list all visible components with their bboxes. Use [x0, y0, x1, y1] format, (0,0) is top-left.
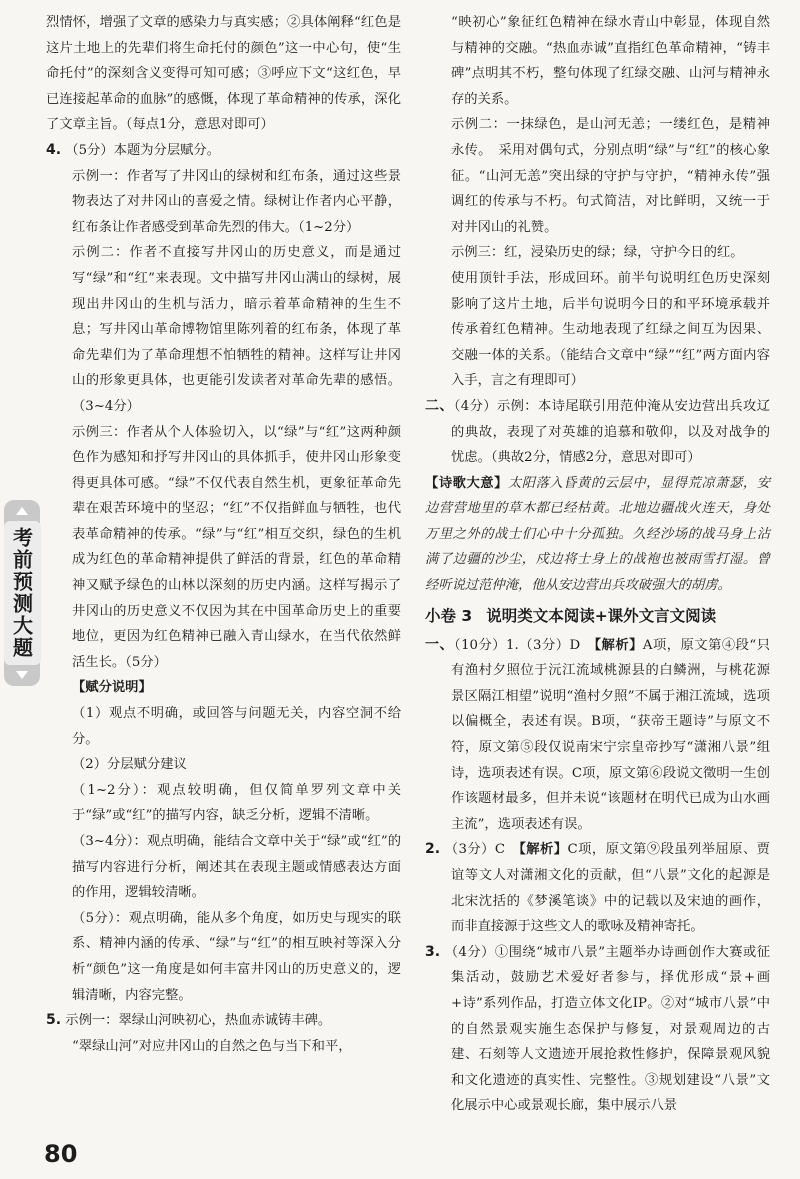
- q5-example-1-cont: “映初心”象征红色精神在绿水青山中彰显，体现自然与精神的交融。“热血赤诚”直指红色革命精神，“铸丰碑”点明其不朽，整句体现了红绿交融、山河与精神永存的关系。: [451, 15, 770, 107]
- question-5-number: 5.: [46, 1012, 62, 1029]
- scoring-level-c: （5分）：观点明确，能从多个角度，如历史与现实的联系、精神内涵的传承、“绿”与“红”的相互映衬等深入分析“颜色”这一角度是如何丰富井冈山的历史意义的，逻辑清晰，内容完整。: [72, 910, 401, 1003]
- q2-body: C项，原文第⑨段虽列举屈原、贾谊等文人对潇湘文化的贡献，但“八景”文化的起源是北宋沈括的《梦溪笔谈》中的记载以及宋迪的画作，而非直接源于这些文人的歌咏及精神寄托。: [451, 842, 770, 935]
- section-1-q3: [425, 940, 770, 1119]
- triangle-down-icon: [16, 671, 28, 679]
- triangle-up-icon: [16, 507, 28, 515]
- q2-pre: （3分）C: [444, 842, 520, 858]
- section-header: [425, 601, 770, 631]
- section-1-q1: [425, 633, 770, 838]
- q2-number: 2.: [425, 841, 441, 858]
- side-tab-label: 考前预测大题: [4, 521, 41, 665]
- analysis-tag: 【解析】: [594, 637, 643, 653]
- scoring-level-b: （3~4分）：观点明确，能结合文章中关于“绿”或“红”的描写内容进行分析，阐述其在表现主题或情感表达方面的作用，逻辑较清晰。: [72, 834, 401, 901]
- scoring-level-a: （1~2分）：观点较明确，但仅简单罗列文章中关于“绿”或“红”的描写内容，缺乏分析，逻辑不清晰。: [72, 782, 401, 824]
- question-4: [46, 138, 401, 164]
- question-5: [46, 1008, 401, 1034]
- q3-number: 3.: [425, 943, 441, 960]
- q3-body: （4分）①围绕“城市八景”主题举办诗画创作大赛或征集活动，鼓励艺术爱好者参与，择优形成“景+画+诗”系列作品，打造立体文化IP。②对“城市八景”中的自然景观实施生态保护与修复，对景观周边的古建、石刻等人文遗迹开展抢救性修护，保障景观风貌和文化遗迹的真实性、完整性。③规划建设“八景”文化展示中心或景观长廊，集中展示八景: [444, 944, 770, 1114]
- left-column: [46, 10, 401, 1059]
- section-1-q1-pre: （10分）1.（3分）D: [453, 637, 595, 653]
- section-1-number: 一、: [425, 636, 454, 653]
- q4-example-3: 示例三：作者从个人体验切入，以“绿”与“红”这两种颜色作为感知和抒写井冈山的具体抓手，使井冈山形象变得更具体可感。“绿”不仅代表自然生机，更象征革命先辈在艰苦环境中的坚忍；“红”不仅指鲜血与牺牲，也代表革命精神的传承。“绿”与“红”相互交织，绿色的生机成为红色的革命精神提供了鲜活的背景，红色的革命精神又赋予绿色的山林以深刻的历史内涵。这样写揭示了井冈山的历史意义不仅因为其在中国革命历史上的重要地位，更因为红色精神已融入青山绿水，在当代依然鲜活生长。（5分）: [72, 424, 401, 670]
- poem-summary-body: 太阳落入昏黄的云层中，显得荒凉萧瑟，安边营营地里的草木都已经枯黄。北地边疆战火连天，身处万里之外的战士们心中十分孤独。久经沙场的战马身上沾满了边疆的沙尘，戍边将士身上的战袍也被雨雪打湿。曾经听说过范仲淹，他从安边营出兵攻破强大的胡虏。: [425, 475, 771, 594]
- poem-summary: [425, 471, 770, 599]
- side-tab: [4, 500, 40, 686]
- scoring-rule-2: （2）分层赋分建议: [72, 757, 187, 773]
- section-2-answer: [425, 394, 770, 471]
- right-column: [425, 10, 770, 1119]
- q4-example-1: 示例一：作者写了井冈山的绿树和红布条，通过这些景物表达了对井冈山的喜爱之情。绿树让作者内心平静，红布条让作者感受到革命先烈的伟大。（1~2分）: [72, 168, 401, 235]
- question-5-head: 示例一：翠绿山河映初心，热血赤诚铸丰碑。: [65, 1013, 332, 1029]
- section-1-q1-body: A项，原文第④段“只有渔村夕照位于沅江流域桃源县的白鳞洲，与桃花源景区隔江相望”说明“渔村夕照”不属于湘江流域，选项以偏概全，表述有误。B项，“获帝王题诗”与原文不符，原文第⑤段仅说南宋宁宗皇帝抄写“潇湘八景”组诗，选项表述有误。C项，原文第⑥段说文徵明一生创作该题材最多，但并未说“该题材在明代已成为山水画主流”，选项表述有误。: [451, 637, 770, 832]
- section-1-q2: [425, 837, 770, 939]
- section-title: 说明类文本阅读+课外文言文阅读: [486, 606, 717, 625]
- poem-summary-tag: 【诗歌大意】: [425, 475, 508, 491]
- question-4-head: （5分）本题为分层赋分。: [65, 142, 221, 158]
- section-2-number: 二、: [425, 397, 454, 414]
- q5-example-3-head: 示例三：红，浸染历史的绿；绿，守护今日的红。: [451, 245, 744, 261]
- q4-example-2: 示例二：作者不直接写井冈山的历史意义，而是通过写“绿”和“红”来表现。文中描写井冈山满山的绿树，展现出井冈山的生机与活力，暗示着革命精神的生生不息；写井冈山革命博物馆里陈列着的红布条，体现了革命先辈们为了革命理想不怕牺牲的精神。这样写让井冈山的形象更具体，也更能引发读者对革命先辈的感悟。（3~4分）: [72, 245, 401, 414]
- scoring-title: 【赋分说明】: [72, 680, 152, 696]
- scoring-rule-1: （1）观点不明确，或回答与问题无关，内容空洞不给分。: [72, 706, 401, 747]
- q5-example-3-body: 使用顶针手法，形成回环。前半句说明红色历史深刻影响了这片土地，后半句说明今日的和平环境承载并传承着红色精神。生动地表现了红绿之间互为因果、交融一体的关系。（能结合文章中“绿”“红”两方面内容入手，言之有理即可）: [451, 270, 770, 389]
- q2-analysis-tag: 【解析】: [519, 842, 568, 858]
- question-4-number: 4.: [46, 141, 62, 158]
- q5-example-2: 示例二：一抹绿色，是山河无恙；一缕红色，是精神永传。 采用对偶句式，分别点明“绿”与“红”的核心象征。“山河无恙”突出绿的守护与守护，“精神永传”强调红的传承与不朽。句式简洁，对比鲜明，又统一于对井冈山的礼赞。: [451, 117, 770, 235]
- answer-continuation: 烈情怀，增强了文章的感染力与真实感；②具体阐释“红色是这片土地上的先辈们将生命托付的颜色”这一中心句，使“生命托付”的深刻含义变得可知可感；③呼应下文“这红色，早已连接起革命的血脉”的感慨，体现了革命精神的传承，深化了文章主旨。（每点1分，意思对即可）: [46, 15, 401, 133]
- section-2-body: （4分）示例：本诗尾联引用范仲淹从安边营出兵攻辽的典故，表现了对英雄的追慕和敬仰，以及对战争的忧虑。（典故2分，情感2分，意思对即可）: [451, 398, 770, 466]
- section-label: 小卷 3: [425, 606, 473, 625]
- q5-explanation: “翠绿山河”对应井冈山的自然之色与当下和平，: [72, 1038, 352, 1054]
- page-number: 80: [44, 1140, 78, 1168]
